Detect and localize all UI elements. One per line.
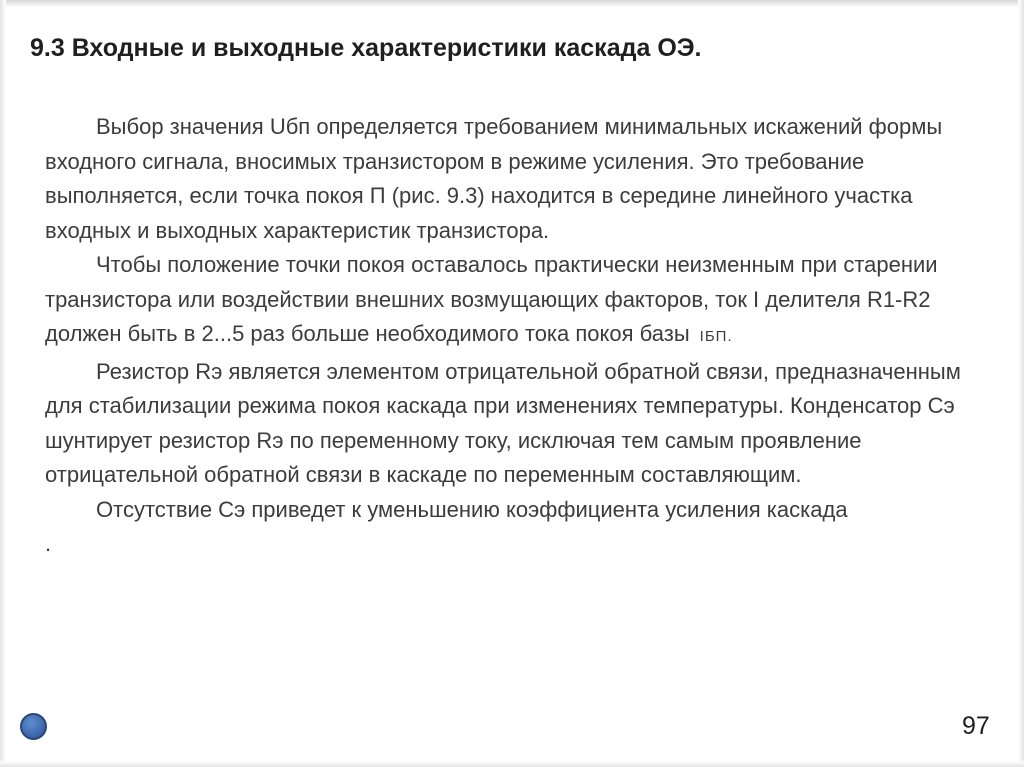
page-number: 97 xyxy=(962,712,990,740)
slide-frame-top xyxy=(0,0,1024,7)
trailing-dot: . xyxy=(45,531,52,556)
slide-frame-left xyxy=(0,0,6,767)
slide-body xyxy=(45,110,995,562)
slide-frame-right xyxy=(1018,0,1024,767)
paragraph-1: Выбор значения Uбп определяется требованием минимальных искажений формы входного сигнала, вносимых транзистором в режиме усиления. Это требование выполняется, если точка покоя П (рис. 9.3) находится в середине линейного участка входных и выходных характеристик транзистора. xyxy=(45,114,943,243)
base-current-label: IБП. xyxy=(699,328,733,345)
paragraph-3: Резистор Rэ является элементом отрицательной обратной связи, предназначенным для стабилизации режима покоя каскада при изменениях температуры. Конденсатор Сэ шунтирует резистор Rэ по переменному току, исключая тем самым проявление отрицательной обратной связи в каскаде по переменным составляющим. xyxy=(45,358,961,487)
paragraph-4: Отсутствие Сэ приведет к уменьшению коэффициента усиления каскада xyxy=(96,496,848,522)
slide-frame-bottom xyxy=(0,761,1024,767)
slide-title: 9.3 Входные и выходные характеристики каскада ОЭ. xyxy=(30,34,702,62)
nav-circle-button[interactable] xyxy=(20,713,47,740)
paragraph-2 xyxy=(45,248,995,355)
paragraph-2-text: Чтобы положение точки покоя оставалось практически неизменным при старении транзистора или воздействии внешних возмущающих факторов, ток I делителя R1-R2 должен быть в 2...5 раз больше необходимого тока покоя базы xyxy=(45,252,938,346)
